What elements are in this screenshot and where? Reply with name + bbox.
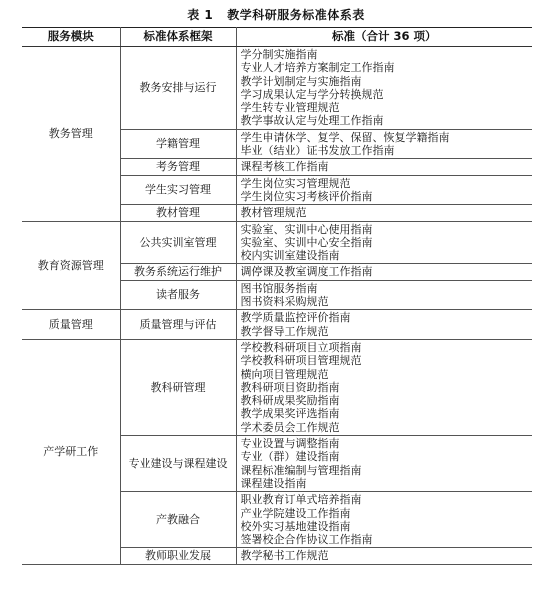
header-framework: 标准体系框架	[120, 28, 236, 47]
standard-item: 图书资料采购规范	[240, 295, 329, 309]
framework-cell: 教科研管理	[120, 339, 236, 435]
standard-item: 职业教育订单式培养指南	[240, 493, 362, 507]
table-header-row	[22, 28, 532, 47]
standard-item: 教科研成果奖励指南	[240, 394, 340, 408]
standard-item: 实验室、实训中心安全指南	[240, 235, 373, 249]
standards-cell	[236, 310, 532, 340]
framework-cell: 学籍管理	[120, 129, 236, 159]
standard-item: 教科研项目资助指南	[240, 380, 340, 394]
standard-item: 图书馆服务指南	[240, 281, 318, 295]
framework-cell: 教材管理	[120, 205, 236, 221]
framework-cell: 教师职业发展	[120, 548, 236, 564]
module-cell: 质量管理	[22, 310, 120, 340]
standards-table	[22, 27, 532, 565]
framework-cell: 质量管理与评估	[120, 310, 236, 340]
standard-item: 签署校企合作协议工作指南	[240, 533, 373, 547]
standard-item: 课程建设指南	[240, 476, 307, 490]
standards-cell	[236, 159, 532, 175]
standard-item: 学术委员会工作规范	[240, 420, 340, 434]
standard-item: 教学质量监控评价指南	[240, 311, 351, 325]
standard-item: 学生岗位实习管理规范	[240, 176, 351, 190]
standard-item: 课程考核工作指南	[240, 160, 329, 174]
standard-item: 实验室、实训中心使用指南	[240, 222, 373, 236]
standard-item: 教学督导工作规范	[240, 324, 329, 338]
framework-cell: 教务系统运行维护	[120, 264, 236, 280]
table-row	[22, 339, 532, 435]
module-cell: 教育资源管理	[22, 221, 120, 310]
table-row	[22, 310, 532, 340]
standards-cell	[236, 205, 532, 221]
table-number: 表 1	[187, 8, 214, 22]
standard-item: 毕业（结业）证书发放工作指南	[240, 144, 395, 158]
standard-item: 专业（群）建设指南	[240, 450, 340, 464]
standards-cell	[236, 548, 532, 564]
table-caption	[0, 6, 552, 23]
header-module: 服务模块	[22, 28, 120, 47]
standards-cell	[236, 492, 532, 548]
standards-cell	[236, 129, 532, 159]
standard-item: 学习成果认定与学分转换规范	[240, 87, 384, 101]
standard-item: 学校教科研项目立项指南	[240, 340, 362, 354]
framework-cell: 读者服务	[120, 280, 236, 310]
standard-item: 学校教科研项目管理规范	[240, 354, 362, 368]
standard-item: 专业人才培养方案制定工作指南	[240, 61, 395, 75]
standard-item: 教学事故认定与处理工作指南	[240, 114, 384, 128]
standards-cell	[236, 280, 532, 310]
framework-cell: 公共实训室管理	[120, 221, 236, 264]
standard-item: 校内实训室建设指南	[240, 249, 340, 263]
framework-cell: 专业建设与课程建设	[120, 436, 236, 492]
table-body	[22, 47, 532, 565]
standard-item: 教学秘书工作规范	[240, 549, 329, 563]
standard-item: 学生岗位实习考核评价指南	[240, 189, 373, 203]
standard-item: 专业设置与调整指南	[240, 437, 340, 451]
table-row	[22, 221, 532, 264]
framework-cell: 考务管理	[120, 159, 236, 175]
standards-cell	[236, 175, 532, 205]
framework-cell: 产教融合	[120, 492, 236, 548]
standards-cell	[236, 264, 532, 280]
module-cell: 产学研工作	[22, 339, 120, 564]
module-cell: 教务管理	[22, 47, 120, 222]
standards-cell	[236, 221, 532, 264]
table-row	[22, 47, 532, 130]
standard-item: 校外实习基地建设指南	[240, 519, 351, 533]
standard-item: 教材管理规范	[240, 206, 307, 220]
framework-cell: 学生实习管理	[120, 175, 236, 205]
standards-cell	[236, 339, 532, 435]
table-title: 教学科研服务标准体系表	[227, 8, 365, 22]
standard-item: 学生申请休学、复学、保留、恢复学籍指南	[240, 130, 450, 144]
header-standards: 标准（合计 36 项）	[236, 28, 532, 47]
standard-item: 课程标准编制与管理指南	[240, 463, 362, 477]
framework-cell: 教务安排与运行	[120, 47, 236, 130]
standard-item: 调停课及教室调度工作指南	[240, 265, 373, 279]
standard-item: 产业学院建设工作指南	[240, 506, 351, 520]
standard-item: 教学成果奖评选指南	[240, 407, 340, 421]
standard-item: 横向项目管理规范	[240, 367, 329, 381]
standard-item: 教学计划制定与实施指南	[240, 74, 362, 88]
standards-cell	[236, 436, 532, 492]
standard-item: 学生转专业管理规范	[240, 101, 340, 115]
standards-cell	[236, 47, 532, 130]
standard-item: 学分制实施指南	[240, 48, 318, 61]
